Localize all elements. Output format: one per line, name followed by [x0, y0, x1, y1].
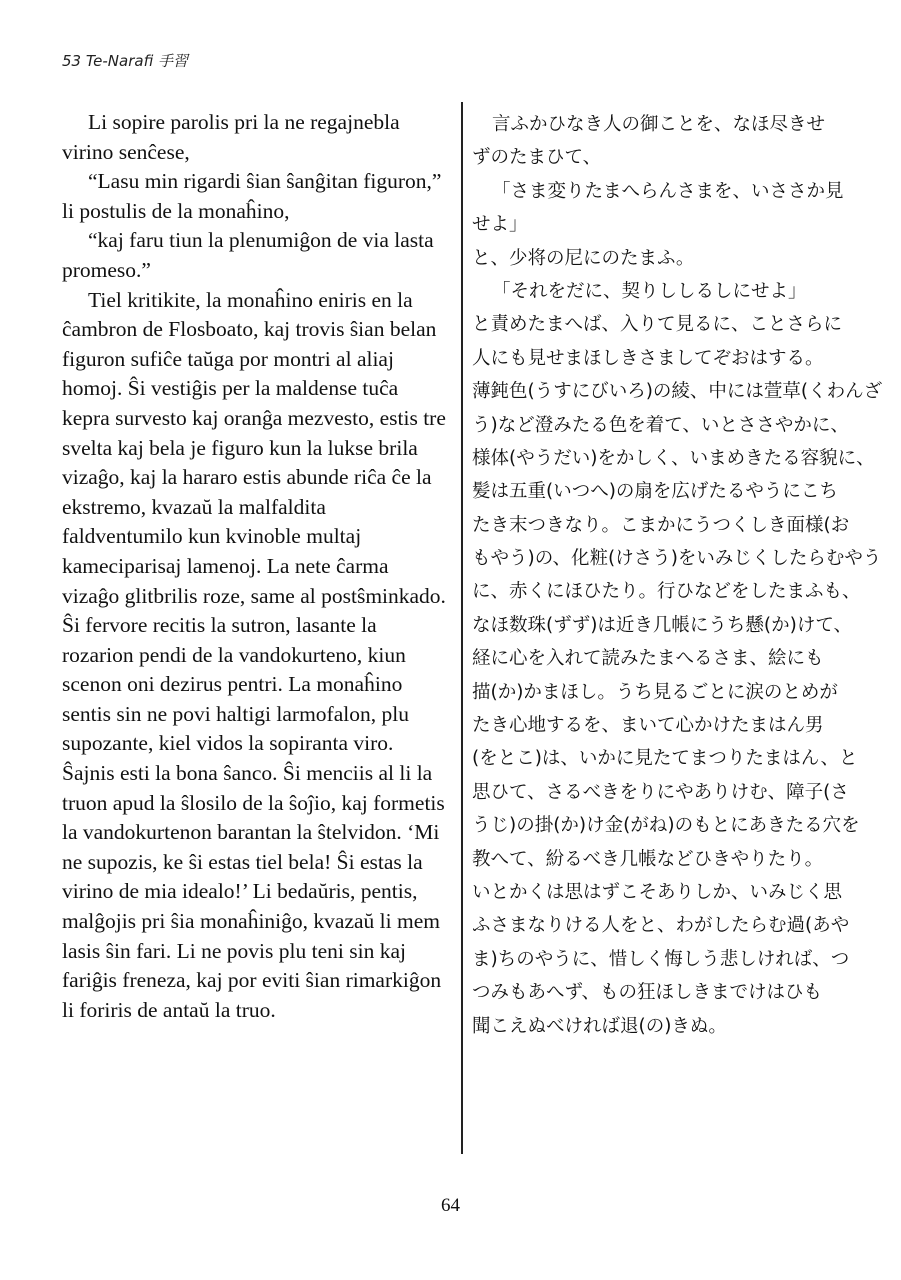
japanese-line: せよ」 [472, 214, 528, 236]
esperanto-paragraph: “kaj faru tiun la plenumiĝon de via lasta promeso.” [62, 228, 434, 282]
japanese-line: う)など澄みたる色を着て、いとささやかに、 [472, 414, 849, 436]
japanese-line: と責めたまへば、入りて見るに、ことさらに [472, 314, 843, 336]
japanese-line: つみもあへず、もの狂ほしきまでけはひも [472, 982, 823, 1004]
japanese-column [472, 108, 883, 1043]
japanese-line: 思ひて、さるべきをりにやありけむ、障子(さ [472, 781, 849, 803]
column-divider [461, 102, 463, 1154]
japanese-line: ふさまなりける人をと、わがしたらむ過(あや [472, 915, 850, 937]
japanese-line: 「それをだに、契りししるしにせよ」 [492, 280, 807, 302]
japanese-line: に、赤くにほひたり。行ひなどをしたまふも、 [472, 581, 861, 603]
japanese-line: ずのたまひて、 [472, 147, 602, 169]
japanese-line: 言ふかひなき人の御ことを、なほ尽きせ [492, 114, 826, 135]
japanese-line: 人にも見せまほしきさましてぞおはする。 [472, 347, 824, 369]
japanese-line: うじ)の掛(か)け金(がね)のもとにあきたる穴を [472, 815, 860, 837]
japanese-line: もやう)の、化粧(けさう)をいみじくしたらむやう [472, 548, 882, 570]
japanese-line: たき心地するを、まいて心かけたまはん男 [472, 715, 824, 737]
japanese-line: たき末つきなり。こまかにうつくしき面様(お [472, 514, 850, 536]
japanese-line: 経に心を入れて読みたまへるさま、絵にも [472, 648, 824, 670]
esperanto-paragraph: Tiel kritikite, la monaĥino eniris en la ĉambron de Flosboato, kaj trovis ŝian belan figuron sufiĉe taŭga por montri al aliaj homoj. Ŝi vestiĝis per la maldense tuĉa kepra survesto kaj oranĝa mezvesto, estis tre svelta kaj bela je figuro kun la lukse brila vizaĝo, kaj la hararo estis abunde riĉa ĉe la ekstremo, kvazaŭ la malfaldita faldventumilo kun kvinoble multaj kameciparisaj lamenoj. La nete ĉarma vizaĝo glitbrilis roze, same al postŝminkado. Ŝi fervore recitis la sutron, lasante la rozarion pendi de la vandokurteno, kiun scenon oni dezirus pentri. La monaĥino sentis sin ne povi haltigi larmofalon, plu supozante, kiel vidos la sopiranta viro. Ŝajnis esti la bona ŝanco. Ŝi menciis al li la truon apud la ŝlosilo de la ŝoĵio, kaj formetis la vandokurtenon barantan la ŝtelvidon. ‘Mi ne supozis, ke ŝi estas tiel bela! Ŝi estas la virino de mia idealo!’ Li bedaŭris, pentis, malĝojis pri ŝia monaĥiniĝo, kvazaŭ li mem lasis ŝin fari. Li ne povis plu teni sin kaj fariĝis freneza, kaj por eviti ŝian rimarkiĝon li foriris de antaŭ la truo. [62, 287, 446, 1022]
japanese-line: (をとこ)は、いかに見たてまつりたまはん、と [472, 748, 858, 770]
japanese-line: 髪は五重(いつへ)の扇を広げたるやうにこち [472, 481, 838, 503]
esperanto-column [62, 108, 450, 1025]
page-number: 64 [441, 1195, 460, 1216]
japanese-line: 様体(やうだい)をかしく、いまめきたる容貌に、 [472, 447, 875, 469]
japanese-line: なほ数珠(ずず)は近き几帳にうち懸(か)けて、 [472, 614, 853, 636]
japanese-line: 「さま変りたまへらんさまを、いささか見 [492, 180, 844, 202]
japanese-line: 聞こえぬべければ退(の)きぬ。 [472, 1015, 727, 1037]
running-head: 53 Te-Narafi 手習 [62, 52, 189, 70]
esperanto-paragraph: Li sopire parolis pri la ne regajnebla virino senĉese, [62, 110, 400, 164]
japanese-line: ま)ちのやうに、惜しく悔しう悲しければ、つ [472, 948, 850, 970]
japanese-line: いとかくは思はずこそありしか、いみじく思 [472, 881, 843, 903]
esperanto-paragraph: li postulis de la monaĥino, [62, 198, 290, 223]
japanese-line: 教へて、紛るべき几帳などひきやりたり。 [472, 848, 824, 870]
japanese-line: と、少将の尼にのたまふ。 [472, 247, 695, 269]
japanese-line: 描(か)かまほし。うち見るごとに涙のとめが [472, 681, 838, 703]
japanese-line: 薄鈍色(うすにびいろ)の綾、中には萱草(くわんざ [472, 381, 883, 403]
esperanto-paragraph: “Lasu min rigardi ŝian ŝanĝitan figuron,” [88, 169, 442, 194]
